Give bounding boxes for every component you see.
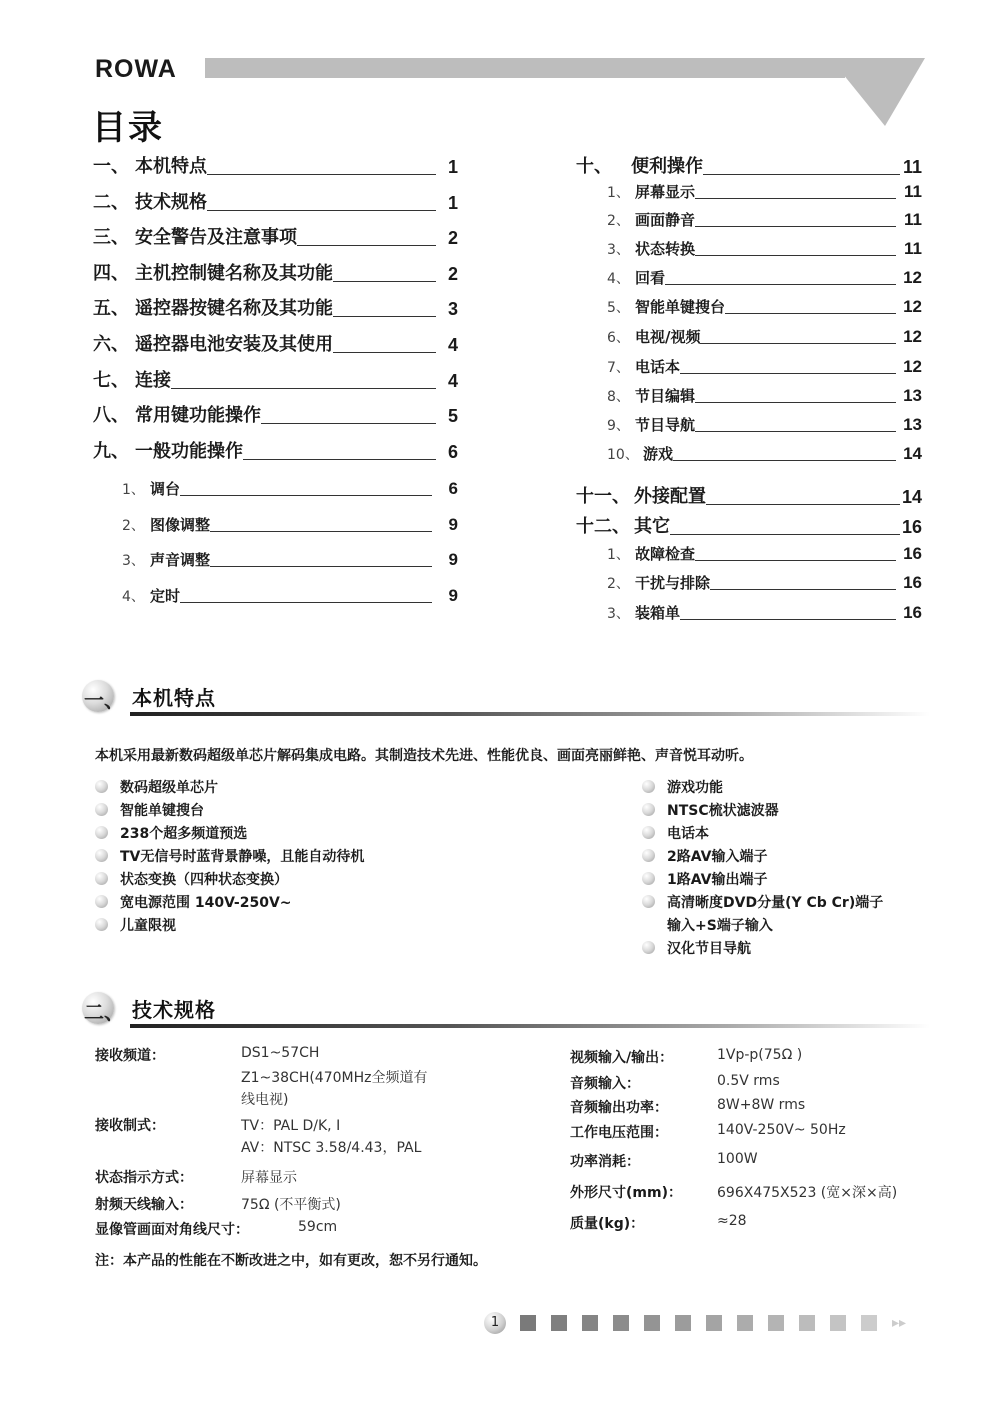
page-square [613,1315,629,1331]
toc-entry-label: 电视/视频 [635,328,701,346]
toc-entry-number: 1、 [607,547,630,563]
toc-entry-page: 4 [447,335,458,355]
toc-entry-label: 干扰与排除 [635,574,711,592]
toc-entry-page: 13 [903,386,922,405]
toc-entry-number: 6、 [607,330,630,346]
features-list-left [95,775,364,936]
toc-entry-label: 主机控制键名称及其功能 [135,263,333,284]
toc-entry-label: 其它 [634,516,670,537]
toc-entry-page: 5 [447,406,458,426]
section-number: 二、 [84,1000,124,1024]
feature-text: 1路AV输出端子 [667,871,768,888]
spec-value: 75Ω (不平衡式) [241,1197,341,1213]
feature-text: 游戏功能 [667,779,723,796]
feature-text: 输入+S端子输入 [667,917,773,934]
toc-entry[interactable] [93,223,458,249]
feature-text: 汉化节目导航 [667,940,751,957]
page-square [706,1315,722,1331]
spec-value: 8W+8W rms [717,1097,806,1113]
page-square [582,1315,598,1331]
header-bar [205,58,845,78]
toc-entry[interactable] [122,548,458,570]
toc-leader-line [695,197,896,199]
spec-key: 视频输入/输出： [570,1050,674,1066]
toc-entry-number: 1、 [607,185,630,201]
toc-leader-line [297,244,436,246]
toc-entry-number: 4、 [122,589,145,605]
toc-leader-line [207,173,436,175]
toc-entry-label: 常用键功能操作 [135,405,261,426]
toc-entry-number: 十一、 [576,486,630,507]
toc-entry-page: 6 [448,479,458,498]
feature-item [642,913,883,936]
toc-leader-line [703,173,900,175]
bullet-icon [642,803,655,816]
toc-entry[interactable] [607,295,922,317]
toc-entry-page: 12 [903,268,922,287]
section-rule [130,712,930,716]
toc-entry[interactable] [607,208,922,230]
feature-item [95,867,364,890]
toc-entry-number: 十、 [576,156,612,177]
toc-entry-label: 电话本 [635,358,681,376]
toc-entry-page: 6 [447,442,458,462]
bullet-icon [95,826,108,839]
feature-item [95,821,364,844]
feature-text: 宽电源范围 140V-250V~ [120,894,292,911]
toc-entry-page: 9 [448,550,458,569]
section-header-specs [82,990,932,1030]
section-number: 一、 [84,688,124,712]
spec-value: DS1~57CH [241,1045,320,1061]
page-square [861,1315,877,1331]
toc-entry-page: 13 [903,415,922,434]
toc-entry-number: 1、 [122,482,145,498]
toc-entry[interactable] [607,601,922,623]
spec-key: 质量(kg)： [570,1216,645,1232]
spec-key: 显像管画面对角线尺寸： [95,1222,249,1238]
section-header-features [82,678,932,718]
spec-value: AV：NTSC 3.58/4.43，PAL [241,1140,422,1156]
toc-entry-number: 七、 [93,370,129,391]
specs-note: 注：本产品的性能在不断改进之中，如有更改，恕不另行通知。 [95,1253,487,1269]
toc-entry[interactable] [607,355,922,377]
feature-text: 238个超多频道预选 [120,825,248,842]
toc-entry-label: 屏幕显示 [635,183,696,201]
toc-entry[interactable] [93,366,458,392]
toc-leader-line [700,342,896,344]
bullet-icon [642,941,655,954]
feature-text: 状态变换（四种状态变换） [120,871,288,888]
toc-entry-number: 5、 [607,300,630,316]
toc-entry-page: 14 [903,444,922,463]
v-logo-shape [830,58,925,128]
toc-leader-line [680,618,896,620]
spec-value: 696X475X523 (宽×深×高) [717,1185,898,1201]
toc-leader-line [710,588,896,590]
toc-leader-line [695,254,896,256]
spec-value: Z1~38CH(470MHz全频道有 [241,1070,428,1086]
toc-entry-label: 声音调整 [150,551,211,569]
toc-entry[interactable] [93,330,458,356]
toc-entry[interactable] [122,513,458,535]
toc-entry-number: 7、 [607,360,630,376]
toc-entry-page: 4 [447,371,458,391]
toc-entry[interactable] [122,584,458,606]
toc-entry[interactable] [93,188,458,214]
toc-entry-label: 定时 [150,587,181,605]
toc-entry-label: 回看 [635,269,666,287]
toc-entry[interactable] [93,294,458,320]
toc-entry-number: 2、 [607,576,630,592]
spec-key: 接收制式： [95,1118,165,1134]
toc-entry-label: 连接 [135,370,171,391]
page-square [830,1315,846,1331]
toc-entry-label: 节目编辑 [635,387,696,405]
toc-entry-page: 16 [903,544,922,563]
bullet-icon [642,895,655,908]
toc-entry-label: 画面静音 [635,211,696,229]
spec-value: 59cm [298,1219,338,1235]
toc-entry[interactable] [93,259,458,285]
spec-value: ≈28 [717,1213,747,1229]
toc-entry-number: 九、 [93,441,129,462]
toc-entry-label: 本机特点 [135,156,207,177]
feature-item [642,936,883,959]
toc-leader-line [207,209,436,211]
toc-entry-page: 1 [447,193,458,213]
toc-entry-label: 状态转换 [635,240,696,258]
feature-item [642,890,883,913]
feature-item [95,890,364,913]
spec-key: 音频输入： [570,1076,640,1092]
section-rule [130,1024,930,1028]
page-indicator [484,1312,906,1334]
toc-entry-page: 3 [447,299,458,319]
toc-leader-line [180,494,432,496]
spec-value: 线电视) [241,1092,289,1108]
toc-leader-line [333,315,436,317]
toc-entry-page: 12 [903,297,922,316]
toc-leader-line [333,351,436,353]
toc-entry[interactable] [122,477,458,499]
toc-entry[interactable] [576,512,922,538]
toc-entry[interactable] [576,152,922,178]
toc-entry-page: 2 [447,264,458,284]
spec-key: 音频输出功率： [570,1100,668,1116]
toc-entry-number: 五、 [93,298,129,319]
spec-value: 1Vp-p(75Ω ) [717,1047,803,1063]
feature-item [642,775,883,798]
toc-entry-label: 装箱单 [635,604,681,622]
toc-entry-page: 16 [901,517,922,537]
section-title: 技术规格 [132,998,216,1022]
toc-entry-page: 1 [447,157,458,177]
toc-entry-number: 3、 [607,606,630,622]
toc-entry-number: 4、 [607,271,630,287]
toc-entry-number: 十二、 [576,516,630,537]
bullet-icon [95,849,108,862]
spec-key: 射频天线输入： [95,1197,193,1213]
toc-entry-label: 调台 [150,480,181,498]
spec-key: 工作电压范围： [570,1125,668,1141]
spec-value: 140V-250V~ 50Hz [717,1122,846,1138]
toc-entry-page: 14 [901,487,922,507]
toc-entry-number: 3、 [607,242,630,258]
spec-value: 0.5V rms [717,1073,780,1089]
toc-leader-line [695,401,896,403]
toc-entry-label: 智能单键搜台 [635,298,726,316]
toc-leader-line [725,312,896,314]
toc-leader-line [673,459,896,461]
spec-key: 外形尺寸(mm)： [570,1185,682,1201]
toc-entry-number: 六、 [93,334,129,355]
bullet-icon [95,918,108,931]
bullet-icon [642,780,655,793]
feature-text: 智能单键搜台 [120,802,204,819]
toc-entry[interactable] [607,237,922,259]
toc-entry-label: 一般功能操作 [135,441,243,462]
toc-entry-number: 一、 [93,156,129,177]
spec-key: 功率消耗： [570,1154,640,1170]
toc-entry[interactable] [607,384,922,406]
feature-item [95,844,364,867]
toc-entry-page: 9 [448,515,458,534]
toc-entry-number: 10、 [607,447,639,463]
toc-leader-line [180,601,432,603]
toc-entry-label: 图像调整 [150,516,211,534]
toc-entry-number: 3、 [122,553,145,569]
feature-item [642,844,883,867]
toc-entry-number: 三、 [93,227,129,248]
features-intro: 本机采用最新数码超级单芯片解码集成电路。其制造技术先进、性能优良、画面亮丽鲜艳、声音悦耳动听。 [95,748,753,764]
page-title: 目录 [92,108,164,148]
feature-text: 数码超级单芯片 [120,779,218,796]
spec-key: 接收频道： [95,1048,165,1064]
toc-leader-line [171,387,436,389]
bullet-icon [95,803,108,816]
toc-entry-number: 8、 [607,389,630,405]
toc-leader-line [261,422,436,424]
toc-entry[interactable] [607,413,922,435]
page-square [737,1315,753,1331]
toc-entry-page: 12 [903,327,922,346]
bullet-icon [95,872,108,885]
page-square [768,1315,784,1331]
toc-entry-label: 游戏 [643,445,674,463]
toc-entry-page: 11 [902,157,922,177]
toc-entry-label: 技术规格 [135,192,207,213]
toc-entry-label: 故障检查 [635,545,696,563]
feature-item [95,913,364,936]
toc-leader-line [665,283,896,285]
toc-leader-line [706,503,900,505]
feature-item [95,798,364,821]
toc-entry-page: 2 [447,228,458,248]
toc-entry-page: 11 [904,239,922,258]
page-square [675,1315,691,1331]
feature-text: 高清晰度DVD分量(Y Cb Cr)端子 [667,894,884,911]
bullet-icon [642,849,655,862]
page-square [644,1315,660,1331]
toc-entry-label: 节目导航 [635,416,696,434]
toc-entry-page: 16 [903,603,922,622]
toc-entry-page: 11 [904,182,922,201]
spec-value: 100W [717,1151,758,1167]
toc-entry[interactable] [93,437,458,463]
page-squares [520,1315,892,1331]
toc-entry-page: 12 [903,357,922,376]
feature-text: 儿童限视 [120,917,176,934]
toc-entry-number: 2、 [607,213,630,229]
spec-value: 屏幕显示 [241,1170,297,1186]
next-arrow-icon: ▸▸ [892,1315,907,1331]
spec-key: 状态指示方式： [95,1170,193,1186]
toc-leader-line [210,565,432,567]
toc-entry-label: 安全警告及注意事项 [135,227,297,248]
feature-text: TV无信号时蓝背景静噪，且能自动待机 [120,848,365,865]
toc-entry[interactable] [607,266,922,288]
bullet-icon [642,826,655,839]
toc-entry-page: 11 [904,210,922,229]
toc-entry-number: 二、 [93,192,129,213]
features-list-right [642,775,883,959]
toc-entry-number: 9、 [607,418,630,434]
feature-text: 电话本 [667,825,709,842]
page-number-badge: 1 [484,1312,506,1334]
toc-entry[interactable] [607,571,922,593]
toc-entry[interactable] [93,152,458,178]
bullet-icon [95,895,108,908]
toc-entry-number: 四、 [93,263,129,284]
toc-leader-line [680,372,896,374]
toc-entry-label: 遥控器电池安装及其使用 [135,334,333,355]
feature-text: NTSC梳状滤波器 [667,802,779,819]
page-square [799,1315,815,1331]
brand-logo: ROWA [95,55,177,83]
toc-entry[interactable] [576,482,922,508]
bullet-icon [642,872,655,885]
toc-leader-line [695,225,896,227]
toc-entry-label: 便利操作 [631,156,703,177]
toc-entry[interactable] [607,442,922,464]
toc-leader-line [243,458,436,460]
toc-entry-label: 外接配置 [634,486,706,507]
feature-item [95,775,364,798]
toc-entry[interactable] [607,180,922,202]
page-square [551,1315,567,1331]
toc-entry-page: 9 [448,586,458,605]
toc-entry[interactable] [93,401,458,427]
toc-leader-line [670,533,900,535]
toc-leader-line [333,280,436,282]
feature-item [642,798,883,821]
toc-leader-line [695,559,896,561]
bullet-icon [95,780,108,793]
section-title: 本机特点 [132,686,216,710]
feature-item [642,867,883,890]
toc-entry[interactable] [607,542,922,564]
toc-entry-label: 遥控器按键名称及其功能 [135,298,333,319]
toc-entry[interactable] [607,325,922,347]
toc-leader-line [210,530,432,532]
page-square [520,1315,536,1331]
spec-value: TV：PAL D/K, I [241,1118,341,1134]
toc-entry-number: 八、 [93,405,129,426]
toc-entry-number: 2、 [122,518,145,534]
feature-item [642,821,883,844]
feature-text: 2路AV输入端子 [667,848,768,865]
toc-leader-line [695,430,896,432]
toc-entry-page: 16 [903,573,922,592]
